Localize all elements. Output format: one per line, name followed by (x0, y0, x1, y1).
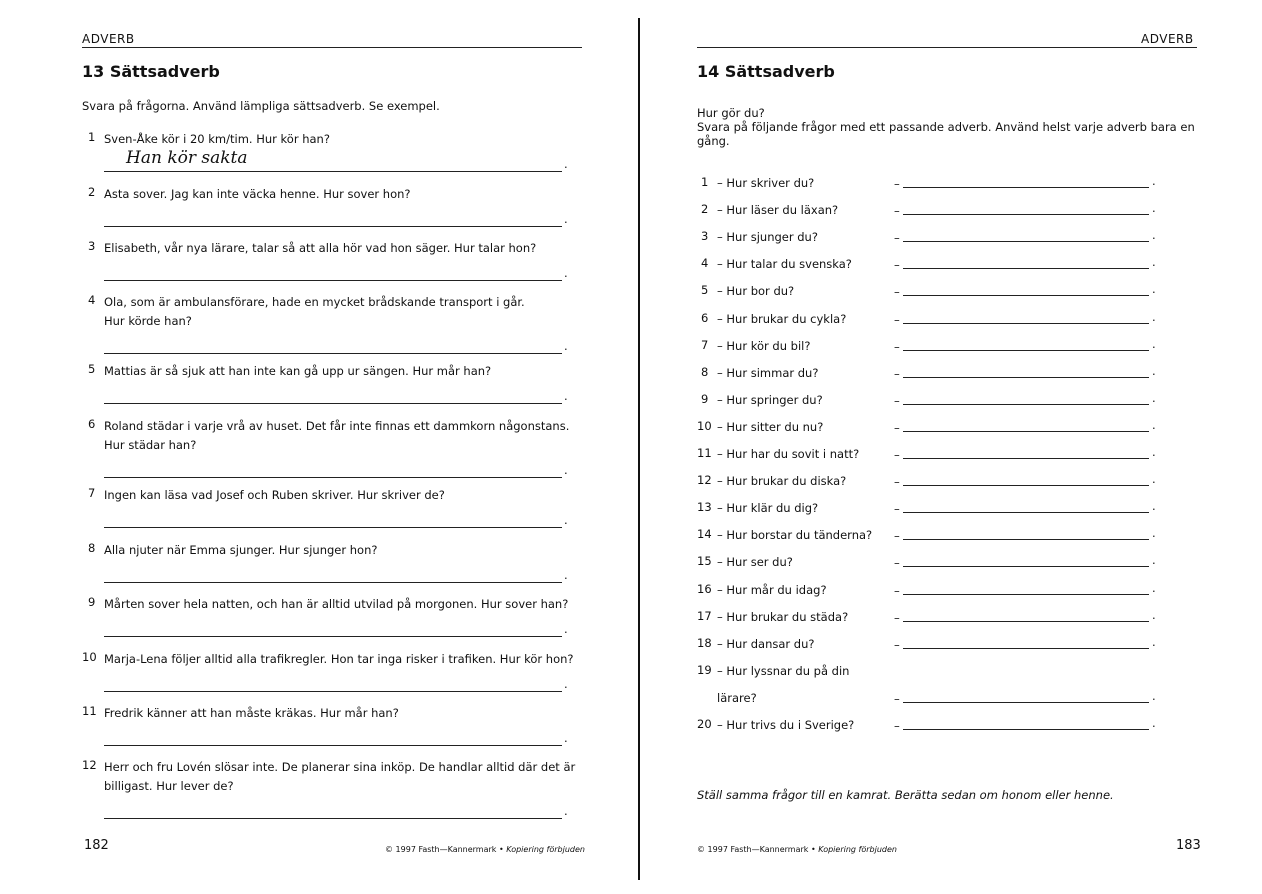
answer-period: . (564, 804, 568, 818)
question-text: – Hur simmar du? (717, 366, 819, 380)
answer-dash: – (894, 638, 900, 652)
answer-period: . (564, 389, 568, 403)
answer-line (903, 268, 1149, 269)
question-text: – Hur sjunger du? (717, 230, 818, 244)
question-number: 8 (88, 541, 96, 555)
question-number: 6 (701, 311, 709, 325)
answer-period: . (564, 339, 568, 353)
answer-line (903, 621, 1149, 622)
answer-period: . (564, 568, 568, 582)
answer-period: . (564, 622, 568, 636)
question-number: 7 (701, 338, 709, 352)
answer-line (104, 818, 562, 819)
question-text: billigast. Hur lever de? (104, 779, 234, 793)
question-number: 14 (697, 527, 712, 541)
question-number: 13 (697, 500, 712, 514)
answer-dash: – (894, 719, 900, 733)
answer-line (903, 539, 1149, 540)
question-number: 3 (88, 239, 96, 253)
answer-period: . (1152, 553, 1156, 567)
question-text: Marja-Lena följer alltid alla trafikregler. Hon tar inga risker i trafiken. Hur kör hon? (104, 652, 574, 666)
answer-line (903, 648, 1149, 649)
handwritten-answer: Han kör sakta (126, 148, 248, 168)
answer-period: . (1152, 581, 1156, 595)
left-header-rule (82, 47, 582, 48)
answer-dash: – (894, 529, 900, 543)
question-number: 17 (697, 609, 712, 623)
right-header: ADVERB (1141, 32, 1194, 46)
question-number: 11 (82, 704, 97, 718)
left-title: 13 Sättsadverb (82, 62, 220, 81)
answer-dash: – (894, 475, 900, 489)
question-text: – Hur lyssnar du på din (717, 664, 850, 678)
question-text: – Hur trivs du i Sverige? (717, 718, 855, 732)
question-text: Hur städar han? (104, 438, 197, 452)
answer-dash: – (894, 556, 900, 570)
right-intro-instruction: Svara på följande frågor med ett passande adverb. Använd helst varje adverb bara en (697, 120, 1195, 134)
question-number: 15 (697, 554, 712, 568)
question-number: 6 (88, 417, 96, 431)
question-text: Alla njuter när Emma sjunger. Hur sjunger hon? (104, 543, 378, 557)
book-spine (638, 18, 640, 880)
answer-line (903, 214, 1149, 215)
answer-line (104, 403, 562, 404)
question-number: 9 (701, 392, 709, 406)
question-text: Ola, som är ambulansförare, hade en mycket brådskande transport i går. (104, 295, 525, 309)
question-number: 5 (88, 362, 96, 376)
answer-line (903, 241, 1149, 242)
question-number: 1 (701, 175, 709, 189)
question-number: 4 (88, 293, 96, 307)
question-text: – Hur dansar du? (717, 637, 815, 651)
question-text: – Hur kör du bil? (717, 339, 811, 353)
question-number: 19 (697, 663, 712, 677)
answer-line (903, 323, 1149, 324)
answer-dash: – (894, 258, 900, 272)
answer-period: . (1152, 201, 1156, 215)
question-text: – Hur mår du idag? (717, 583, 827, 597)
answer-dash: – (894, 177, 900, 191)
answer-period: . (564, 463, 568, 477)
question-number: 9 (88, 595, 96, 609)
answer-line (104, 477, 562, 478)
answer-period: . (1152, 526, 1156, 540)
answer-line (903, 458, 1149, 459)
question-text: Fredrik känner att han måste kräkas. Hur mår han? (104, 706, 399, 720)
question-number: 7 (88, 486, 96, 500)
question-text: Sven-Åke kör i 20 km/tim. Hur kör han? (104, 132, 330, 146)
answer-line (903, 702, 1149, 703)
question-number: 16 (697, 582, 712, 596)
answer-period: . (564, 513, 568, 527)
question-text: – Hur läser du läxan? (717, 203, 839, 217)
right-intro-question: Hur gör du? (697, 106, 765, 120)
answer-dash: – (894, 231, 900, 245)
question-number: 5 (701, 283, 709, 297)
answer-line (903, 187, 1149, 188)
left-header: ADVERB (82, 32, 135, 46)
question-text: Ingen kan läsa vad Josef och Ruben skriver. Hur skriver de? (104, 488, 445, 502)
answer-period: . (564, 157, 568, 171)
question-text: – Hur har du sovit i natt? (717, 447, 860, 461)
answer-period: . (1152, 716, 1156, 730)
answer-period: . (1152, 635, 1156, 649)
answer-line (104, 691, 562, 692)
answer-period: . (1152, 282, 1156, 296)
answer-period: . (1152, 255, 1156, 269)
answer-period: . (1152, 689, 1156, 703)
answer-line (903, 431, 1149, 432)
right-footer: © 1997 Fasth—Kannermark • Kopiering förbjuden (697, 845, 897, 854)
answer-line (903, 295, 1149, 296)
question-number: 2 (701, 202, 709, 216)
answer-dash: – (894, 448, 900, 462)
question-number: 12 (82, 758, 97, 772)
answer-line (104, 171, 562, 172)
question-text: Hur körde han? (104, 314, 192, 328)
question-text: Asta sover. Jag kan inte väcka henne. Hur sover hon? (104, 187, 411, 201)
answer-line (903, 404, 1149, 405)
answer-dash: – (894, 340, 900, 354)
question-text: Herr och fru Lovén slösar inte. De planerar sina inköp. De handlar alltid där det är (104, 760, 576, 774)
right-title: 14 Sättsadverb (697, 62, 835, 81)
answer-period: . (1152, 418, 1156, 432)
question-text: – Hur klär du dig? (717, 501, 819, 515)
answer-period: . (1152, 174, 1156, 188)
answer-period: . (1152, 364, 1156, 378)
question-text: – Hur bor du? (717, 284, 795, 298)
answer-line (104, 527, 562, 528)
answer-line (903, 594, 1149, 595)
question-text: lärare? (717, 691, 757, 705)
question-text: Mårten sover hela natten, och han är alltid utvilad på morgonen. Hur sover han? (104, 597, 569, 611)
question-number: 2 (88, 185, 96, 199)
answer-period: . (1152, 472, 1156, 486)
right-page-number: 183 (1176, 838, 1201, 853)
answer-period: . (564, 266, 568, 280)
closing-instruction: Ställ samma frågor till en kamrat. Berätta sedan om honom eller henne. (697, 788, 1114, 802)
answer-period: . (1152, 337, 1156, 351)
answer-dash: – (894, 502, 900, 516)
answer-line (903, 566, 1149, 567)
question-text: – Hur sitter du nu? (717, 420, 824, 434)
answer-period: . (1152, 228, 1156, 242)
answer-line (104, 226, 562, 227)
answer-period: . (564, 731, 568, 745)
question-number: 10 (82, 650, 97, 664)
question-number: 12 (697, 473, 712, 487)
question-number: 20 (697, 717, 712, 731)
question-text: – Hur brukar du diska? (717, 474, 847, 488)
answer-dash: – (894, 584, 900, 598)
answer-dash: – (894, 285, 900, 299)
answer-period: . (564, 212, 568, 226)
question-text: Mattias är så sjuk att han inte kan gå upp ur sängen. Hur mår han? (104, 364, 492, 378)
question-text: – Hur ser du? (717, 555, 793, 569)
answer-line (903, 729, 1149, 730)
answer-line (903, 377, 1149, 378)
right-intro-instruction-cont: gång. (697, 134, 730, 148)
answer-line (104, 636, 562, 637)
question-number: 4 (701, 256, 709, 270)
answer-line (104, 280, 562, 281)
answer-dash: – (894, 367, 900, 381)
question-number: 3 (701, 229, 709, 243)
question-number: 11 (697, 446, 712, 460)
question-number: 18 (697, 636, 712, 650)
answer-line (104, 745, 562, 746)
answer-period: . (1152, 445, 1156, 459)
left-page-number: 182 (84, 838, 109, 853)
question-text: Elisabeth, vår nya lärare, talar så att alla hör vad hon säger. Hur talar hon? (104, 241, 537, 255)
question-text: – Hur borstar du tänderna? (717, 528, 873, 542)
question-text: – Hur springer du? (717, 393, 823, 407)
question-number: 10 (697, 419, 712, 433)
answer-dash: – (894, 313, 900, 327)
answer-dash: – (894, 394, 900, 408)
question-number: 1 (88, 130, 96, 144)
answer-dash: – (894, 692, 900, 706)
question-text: – Hur skriver du? (717, 176, 815, 190)
question-number: 8 (701, 365, 709, 379)
question-text: – Hur brukar du cykla? (717, 312, 847, 326)
answer-line (104, 353, 562, 354)
answer-dash: – (894, 611, 900, 625)
right-header-rule (697, 47, 1197, 48)
left-footer: © 1997 Fasth—Kannermark • Kopiering förbjuden (385, 845, 585, 854)
answer-period: . (1152, 310, 1156, 324)
answer-period: . (1152, 499, 1156, 513)
left-instruction: Svara på frågorna. Använd lämpliga sättsadverb. Se exempel. (82, 99, 440, 113)
answer-line (903, 512, 1149, 513)
answer-dash: – (894, 421, 900, 435)
question-text: – Hur brukar du städa? (717, 610, 849, 624)
answer-dash: – (894, 204, 900, 218)
answer-period: . (564, 677, 568, 691)
question-text: – Hur talar du svenska? (717, 257, 852, 271)
answer-line (903, 485, 1149, 486)
question-text: Roland städar i varje vrå av huset. Det får inte finnas ett dammkorn någonstans. (104, 419, 570, 433)
answer-line (104, 582, 562, 583)
answer-line (903, 350, 1149, 351)
answer-period: . (1152, 391, 1156, 405)
answer-period: . (1152, 608, 1156, 622)
